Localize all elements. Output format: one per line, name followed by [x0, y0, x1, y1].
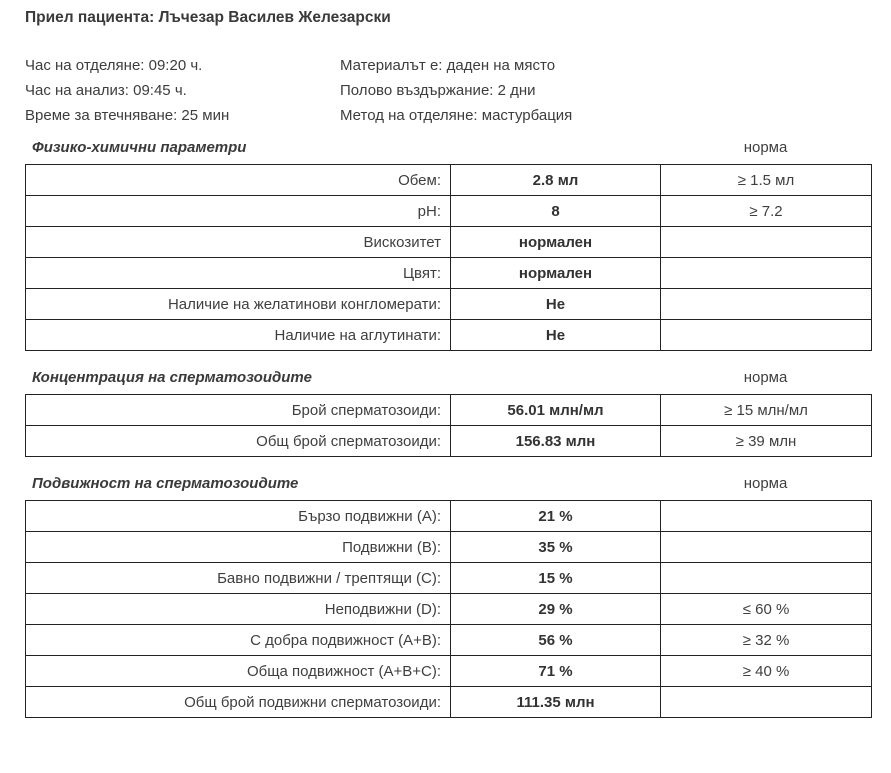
norm-column-label: норма — [743, 369, 788, 386]
motility-table — [25, 500, 872, 718]
row-norm — [661, 320, 872, 351]
row-label: Обем: — [26, 165, 451, 196]
row-value: 8 — [451, 196, 661, 227]
row-value: нормален — [451, 227, 661, 258]
row-label: Обща подвижност (A+B+C): — [26, 656, 451, 687]
concentration-table — [25, 394, 872, 457]
patient-info-block — [25, 53, 871, 128]
section-title: Физико-химични параметри — [32, 139, 247, 156]
table-row — [26, 563, 872, 594]
norm-column-label: норма — [743, 475, 788, 492]
table-row — [26, 687, 872, 718]
patient-info-left-column — [25, 53, 340, 128]
row-norm — [661, 563, 872, 594]
section-header — [25, 138, 871, 157]
table-row — [26, 501, 872, 532]
table-row — [26, 320, 872, 351]
info-analysis-time: Час на анализ: 09:45 ч. — [25, 82, 187, 99]
row-label: Подвижни (B): — [26, 532, 451, 563]
info-material-source: Материалът е: даден на място — [340, 57, 556, 74]
row-label: С добра подвижност (A+B): — [26, 625, 451, 656]
table-row — [26, 258, 872, 289]
row-norm — [661, 501, 872, 532]
section-title: Подвижност на сперматозоидите — [32, 475, 299, 492]
row-value: 56.01 млн/мл — [451, 395, 661, 426]
section-physico-chemical — [25, 138, 871, 351]
row-value: 71 % — [451, 656, 661, 687]
row-norm: ≥ 15 млн/мл — [661, 395, 872, 426]
row-label: Общ брой сперматозоиди: — [26, 426, 451, 457]
row-norm: ≥ 7.2 — [661, 196, 872, 227]
row-label: Вискозитет — [26, 227, 451, 258]
section-title: Концентрация на сперматозоидите — [32, 369, 312, 386]
row-norm — [661, 289, 872, 320]
row-norm — [661, 532, 872, 563]
row-value: 15 % — [451, 563, 661, 594]
page-title: Приел пациента: Лъчезар Василев Железарски — [25, 9, 391, 26]
row-norm: ≤ 60 % — [661, 594, 872, 625]
table-row — [26, 196, 872, 227]
info-collection-method: Метод на отделяне: мастурбация — [340, 107, 573, 124]
table-row — [26, 656, 872, 687]
table-row — [26, 426, 872, 457]
info-liquefaction-time: Време за втечняване: 25 мин — [25, 107, 230, 124]
row-value: 2.8 мл — [451, 165, 661, 196]
section-header — [25, 368, 871, 387]
info-collection-time: Час на отделяне: 09:20 ч. — [25, 57, 203, 74]
section-motility — [25, 474, 871, 718]
info-abstinence-period: Полово въздържание: 2 дни — [340, 82, 536, 99]
row-norm: ≥ 1.5 мл — [661, 165, 872, 196]
row-value: 29 % — [451, 594, 661, 625]
norm-column-label: норма — [743, 139, 788, 156]
row-value: Не — [451, 289, 661, 320]
row-norm: ≥ 39 млн — [661, 426, 872, 457]
table-row — [26, 594, 872, 625]
row-norm — [661, 227, 872, 258]
row-norm: ≥ 32 % — [661, 625, 872, 656]
row-norm: ≥ 40 % — [661, 656, 872, 687]
row-value: 56 % — [451, 625, 661, 656]
row-label: Брой сперматозоиди: — [26, 395, 451, 426]
table-row — [26, 395, 872, 426]
table-row — [26, 165, 872, 196]
row-value: нормален — [451, 258, 661, 289]
row-label: Общ брой подвижни сперматозоиди: — [26, 687, 451, 718]
table-row — [26, 625, 872, 656]
row-label: pH: — [26, 196, 451, 227]
section-concentration — [25, 368, 871, 457]
row-value: Не — [451, 320, 661, 351]
row-norm — [661, 687, 872, 718]
row-value: 21 % — [451, 501, 661, 532]
patient-info-right-column — [340, 53, 871, 128]
row-label: Бавно подвижни / трептящи (C): — [26, 563, 451, 594]
row-label: Наличие на желатинови конгломерати: — [26, 289, 451, 320]
physico-chemical-table — [25, 164, 872, 351]
row-value: 35 % — [451, 532, 661, 563]
row-label: Неподвижни (D): — [26, 594, 451, 625]
row-label: Бързо подвижни (A): — [26, 501, 451, 532]
table-row — [26, 289, 872, 320]
row-value: 156.83 млн — [451, 426, 661, 457]
row-norm — [661, 258, 872, 289]
table-row — [26, 532, 872, 563]
row-label: Наличие на аглутинати: — [26, 320, 451, 351]
section-header — [25, 474, 871, 493]
row-value: 111.35 млн — [451, 687, 661, 718]
row-label: Цвят: — [26, 258, 451, 289]
table-row — [26, 227, 872, 258]
